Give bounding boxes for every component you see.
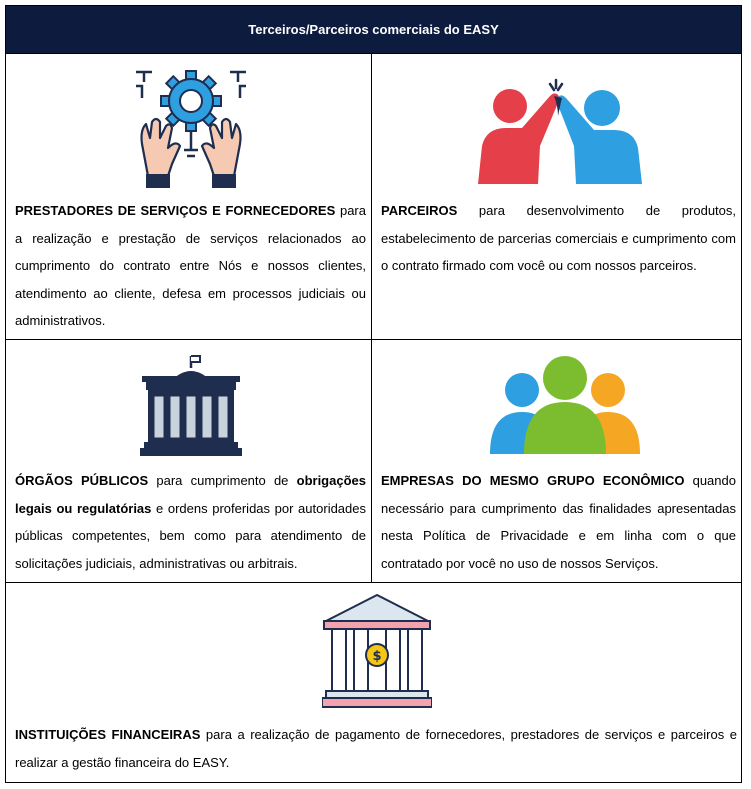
instituicoes-text — [15, 721, 737, 776]
empresas-title: EMPRESAS DO MESMO GRUPO ECONÔMICO — [381, 473, 685, 488]
empresas-description: quando necessário para cumprimento das finalidades apresentadas nesta Política de Privacidade e em linha com o que contratado por você no uso de nossos Serviços. — [381, 473, 736, 571]
cell-empresas — [372, 340, 741, 583]
group-people-icon — [488, 354, 642, 454]
high-five-icon — [470, 76, 648, 186]
cell-instituicoes — [6, 583, 741, 782]
orgaos-description-1: para cumprimento de — [148, 473, 297, 488]
prestadores-text — [15, 197, 366, 335]
government-building-icon — [140, 354, 242, 458]
cell-parceiros — [372, 54, 741, 340]
prestadores-title: PRESTADORES DE SERVIÇOS E FORNECEDORES — [15, 203, 336, 218]
gear-hands-icon — [132, 68, 250, 190]
instituicoes-description: para a realização de pagamento de fornecedores, prestadores de serviços e parceiros e realizar a gestão financeira do EASY. — [15, 727, 737, 770]
partners-table — [5, 5, 742, 783]
orgaos-text — [15, 467, 366, 577]
parceiros-text — [381, 197, 736, 280]
table-header — [6, 6, 741, 54]
prestadores-description: para a realização e prestação de serviços relacionados ao cumprimento do contrato entre Nós e nossos clientes, atendimento ao cliente, defesa em processos judiciais ou administrativos. — [15, 203, 366, 328]
parceiros-title: PARCEIROS — [381, 203, 458, 218]
cell-prestadores — [6, 54, 372, 340]
instituicoes-title: INSTITUIÇÕES FINANCEIRAS — [15, 727, 201, 742]
orgaos-obligations: obrigações legais ou regulatórias — [15, 473, 366, 516]
empresas-text — [381, 467, 736, 577]
cell-orgaos — [6, 340, 372, 583]
orgaos-title: ÓRGÃOS PÚBLICOS — [15, 473, 149, 488]
orgaos-description-2: e ordens proferidas por autoridades públicas competentes, bem como para atendimento de solicitações judiciais, administrativas ou arbitrais. — [15, 500, 366, 571]
table-title: Terceiros/Parceiros comerciais do EASY — [248, 22, 499, 37]
coin-symbol: $ — [372, 649, 382, 664]
parceiros-description: para desenvolvimento de produtos, estabelecimento de parcerias comerciais e cumprimento com o contrato firmado com você ou com nossos parceiros. — [381, 203, 736, 273]
bank-building-icon — [322, 591, 432, 709]
